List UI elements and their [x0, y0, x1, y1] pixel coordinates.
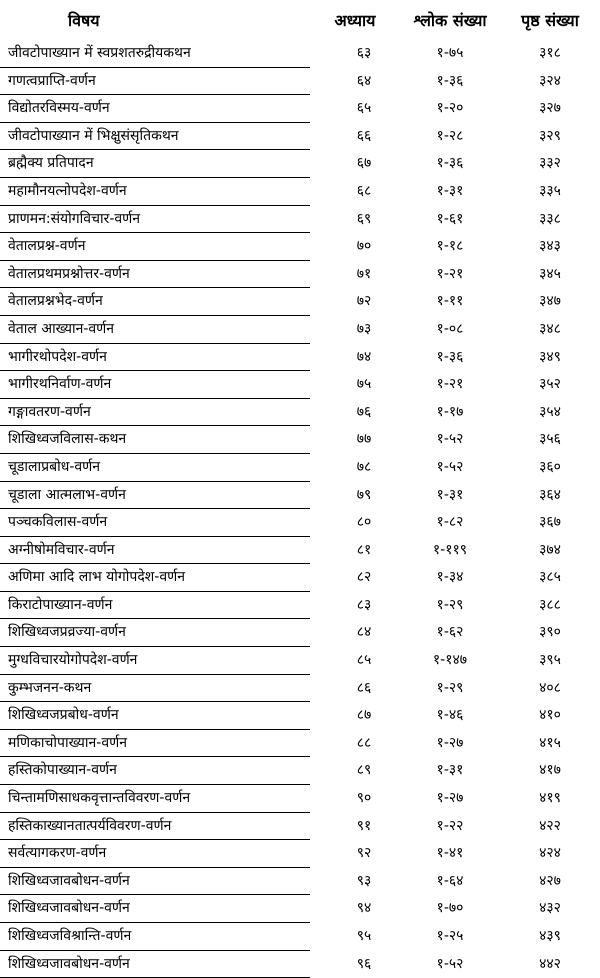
row-verses: १-३१ [436, 762, 464, 779]
table-row [0, 619, 600, 647]
row-page: ३४५ [539, 265, 561, 282]
row-verses: १-२१ [436, 376, 464, 393]
contents-rows [0, 40, 600, 978]
row-page: ३२४ [539, 72, 561, 89]
row-subject: शिखिध्वजावबोधन-वर्णन [0, 950, 310, 978]
table-row [0, 122, 600, 150]
row-chapter: ८० [356, 514, 372, 531]
table-row [0, 40, 600, 67]
row-chapter: ८५ [356, 652, 372, 669]
row-chapter: ६७ [356, 155, 372, 172]
row-subject: जीवटोपाख्यान में स्वप्रशतरुद्रीयकथन [0, 40, 310, 67]
row-chapter: ७९ [356, 486, 372, 503]
row-chapter: ६९ [356, 210, 372, 227]
table-row [0, 67, 600, 95]
table-row [0, 785, 600, 813]
row-subject: पञ्चकविलास-वर्णन [0, 509, 310, 537]
row-chapter: ९० [356, 790, 372, 807]
table-row [0, 150, 600, 178]
row-page: ४१० [539, 707, 561, 724]
row-chapter: ९२ [356, 845, 372, 862]
row-page: ४३२ [539, 900, 561, 917]
row-subject: प्राणमन:संयोगविचार-वर्णन [0, 205, 310, 233]
row-page: ३६७ [539, 514, 561, 531]
table-row [0, 453, 600, 481]
row-chapter: ९३ [356, 872, 372, 889]
row-subject: भागीरथोपदेश-वर्णन [0, 343, 310, 371]
row-page: ३८८ [539, 596, 561, 613]
row-verses: १-२१ [436, 265, 464, 282]
row-verses: १-१७ [436, 403, 464, 420]
table-row [0, 371, 600, 399]
row-verses: १-२९ [436, 679, 464, 696]
table-row [0, 867, 600, 895]
row-verses: १-१८ [436, 238, 464, 255]
row-verses: १-७५ [436, 45, 464, 62]
row-subject: जीवटोपाख्यान में भिक्षुसंसृतिकथन [0, 122, 310, 150]
row-verses: १-७० [436, 900, 464, 917]
table-row [0, 647, 600, 675]
row-verses: १-५२ [436, 458, 464, 475]
row-verses: १-८२ [436, 514, 464, 531]
row-chapter: ६५ [356, 100, 372, 117]
row-page: ३२९ [539, 127, 561, 144]
row-chapter: ८४ [356, 624, 372, 641]
table-row [0, 177, 600, 205]
row-page: ३५२ [539, 376, 561, 393]
row-page: ४०८ [539, 679, 561, 696]
table-row [0, 233, 600, 261]
row-subject: गणत्वप्राप्ति-वर्णन [0, 67, 310, 95]
table-row [0, 895, 600, 923]
row-subject: ब्रह्मैक्य प्रतिपादन [0, 150, 310, 178]
row-page: ३८५ [539, 569, 561, 586]
header-subject: विषय [68, 11, 100, 30]
row-page: ३४३ [539, 238, 561, 255]
row-subject: महामौनयत्नोपदेश-वर्णन [0, 177, 310, 205]
table-row [0, 343, 600, 371]
row-page: ४१९ [539, 790, 561, 807]
row-subject: अग्नीषोमविचार-वर्णन [0, 536, 310, 564]
row-chapter: ७० [356, 238, 372, 255]
row-chapter: ८७ [356, 707, 372, 724]
row-chapter: ८१ [356, 541, 372, 558]
row-page: ३३८ [539, 210, 561, 227]
row-subject: चूडाला आत्मलाभ-वर्णन [0, 481, 310, 509]
row-chapter: ८९ [356, 762, 372, 779]
table-row [0, 840, 600, 868]
row-subject: हस्तिकोपाख्यान-वर्णन [0, 757, 310, 785]
row-subject: अणिमा आदि लाभ योगोपदेश-वर्णन [0, 564, 310, 592]
row-subject: मुग्धविचारयोगोपदेश-वर्णन [0, 647, 310, 675]
row-subject: गङ्गावतरण-वर्णन [0, 398, 310, 426]
row-verses: १-३४ [436, 569, 464, 586]
row-subject: भागीरथनिर्वाण-वर्णन [0, 371, 310, 399]
header-chapter: अध्याय [334, 11, 376, 30]
row-page: ३४८ [539, 320, 561, 337]
table-row [0, 288, 600, 316]
row-subject: वेताल आख्यान-वर्णन [0, 315, 310, 343]
row-subject: हस्तिकाख्यानतात्पर्यविवरण-वर्णन [0, 812, 310, 840]
row-chapter: ७८ [356, 458, 372, 475]
row-verses: १-६१ [436, 210, 464, 227]
row-page: ३६४ [539, 486, 561, 503]
row-verses: १-५२ [436, 431, 464, 448]
row-verses: १-२९ [436, 596, 464, 613]
table-row [0, 398, 600, 426]
row-verses: १-०८ [436, 320, 464, 337]
table-row [0, 812, 600, 840]
table-row [0, 481, 600, 509]
row-chapter: ७७ [356, 431, 372, 448]
row-verses: १-२८ [436, 127, 464, 144]
row-verses: १-३६ [436, 72, 464, 89]
row-chapter: ९४ [356, 900, 372, 917]
row-page: ४२२ [539, 817, 561, 834]
table-row [0, 564, 600, 592]
row-subject: शिखिध्वजविलास-कथन [0, 426, 310, 454]
row-chapter: ६८ [356, 182, 372, 199]
row-verses: १-२० [436, 100, 464, 117]
row-subject: वेतालप्रश्नभेद-वर्णन [0, 288, 310, 316]
table-row [0, 950, 600, 978]
row-chapter: ७३ [356, 320, 372, 337]
row-chapter: ६४ [356, 72, 372, 89]
row-subject: शिखिध्वजप्रव्रज्या-वर्णन [0, 619, 310, 647]
table-row [0, 674, 600, 702]
row-verses: १-३६ [436, 348, 464, 365]
table-row [0, 315, 600, 343]
row-chapter: ६६ [356, 127, 372, 144]
row-chapter: ८३ [356, 596, 372, 613]
row-chapter: ७४ [356, 348, 372, 365]
row-verses: १-२७ [436, 790, 464, 807]
row-subject: शिखिध्वजप्रबोध-वर्णन [0, 702, 310, 730]
row-chapter: ९६ [356, 955, 372, 972]
table-row [0, 591, 600, 619]
table-row [0, 95, 600, 123]
row-page: ३७४ [539, 541, 561, 558]
row-page: ४१७ [539, 762, 561, 779]
row-chapter: ७२ [356, 293, 372, 310]
row-page: ३६० [539, 458, 561, 475]
table-row [0, 729, 600, 757]
table-row [0, 205, 600, 233]
row-subject: शिखिध्वजावबोधन-वर्णन [0, 867, 310, 895]
row-page: ३४९ [539, 348, 561, 365]
table-row [0, 757, 600, 785]
row-page: ४३९ [539, 928, 561, 944]
header-page-number: पृष्ठ संख्या [521, 11, 579, 30]
row-page: ३१८ [539, 45, 561, 62]
row-chapter: ६३ [356, 45, 372, 62]
row-subject: किराटोपाख्यान-वर्णन [0, 591, 310, 619]
row-page: ३३५ [539, 182, 561, 199]
row-chapter: ७१ [356, 265, 372, 282]
row-subject: विद्योतरविस्मय-वर्णन [0, 95, 310, 123]
table-row [0, 923, 600, 951]
header-verse-count: श्लोक संख्या [413, 11, 487, 30]
row-chapter: ७६ [356, 403, 372, 420]
row-verses: १-४१ [436, 845, 464, 862]
row-subject: मणिकाचोपाख्यान-वर्णन [0, 729, 310, 757]
row-verses: १-२५ [436, 928, 464, 944]
row-page: ३५४ [539, 403, 561, 420]
row-subject: शिखिध्वजविश्रान्ति-वर्णन [0, 923, 310, 951]
row-subject: शिखिध्वजावबोधन-वर्णन [0, 895, 310, 923]
row-chapter: ८८ [356, 734, 372, 751]
row-subject: चूडालाप्रबोध-वर्णन [0, 453, 310, 481]
row-page: ३५६ [539, 431, 561, 448]
table-row [0, 426, 600, 454]
row-verses: १-१४७ [432, 652, 468, 669]
row-verses: १-६४ [436, 872, 464, 889]
row-verses: १-३१ [436, 182, 464, 199]
row-page: ४२४ [539, 845, 561, 862]
row-verses: १-३१ [436, 486, 464, 503]
table-row [0, 702, 600, 730]
row-page: ४४२ [539, 955, 561, 972]
row-page: ३९५ [539, 652, 561, 669]
row-chapter: ९१ [356, 817, 372, 834]
row-page: ३९० [539, 624, 561, 641]
row-verses: १-४६ [436, 707, 464, 724]
row-page: ३४७ [539, 293, 561, 310]
row-page: ४१५ [539, 734, 561, 751]
row-subject: चिन्तामणिसाधकवृत्तान्तविवरण-वर्णन [0, 785, 310, 813]
row-verses: १-५२ [436, 955, 464, 972]
row-page: ३२७ [539, 100, 561, 117]
row-subject: कुम्भजनन-कथन [0, 674, 310, 702]
row-verses: १-२२ [436, 817, 464, 834]
row-verses: १-३६ [436, 155, 464, 172]
row-verses: १-६२ [436, 624, 464, 641]
row-chapter: ८६ [356, 679, 372, 696]
row-chapter: ८२ [356, 569, 372, 586]
row-subject: वेतालप्रश्न-वर्णन [0, 233, 310, 261]
row-verses: १-२७ [436, 734, 464, 751]
row-chapter: ७५ [356, 376, 372, 393]
table-row [0, 260, 600, 288]
row-subject: सर्वत्यागकरण-वर्णन [0, 840, 310, 868]
row-subject: वेतालप्रथमप्रश्नोत्तर-वर्णन [0, 260, 310, 288]
header-row [0, 0, 600, 40]
table-row [0, 536, 600, 564]
row-chapter: ९५ [356, 928, 372, 944]
row-page: ३३२ [539, 155, 561, 172]
row-verses: १-११९ [432, 541, 468, 558]
table-row [0, 509, 600, 537]
row-page: ४२७ [539, 872, 561, 889]
row-verses: १-११ [436, 293, 464, 310]
